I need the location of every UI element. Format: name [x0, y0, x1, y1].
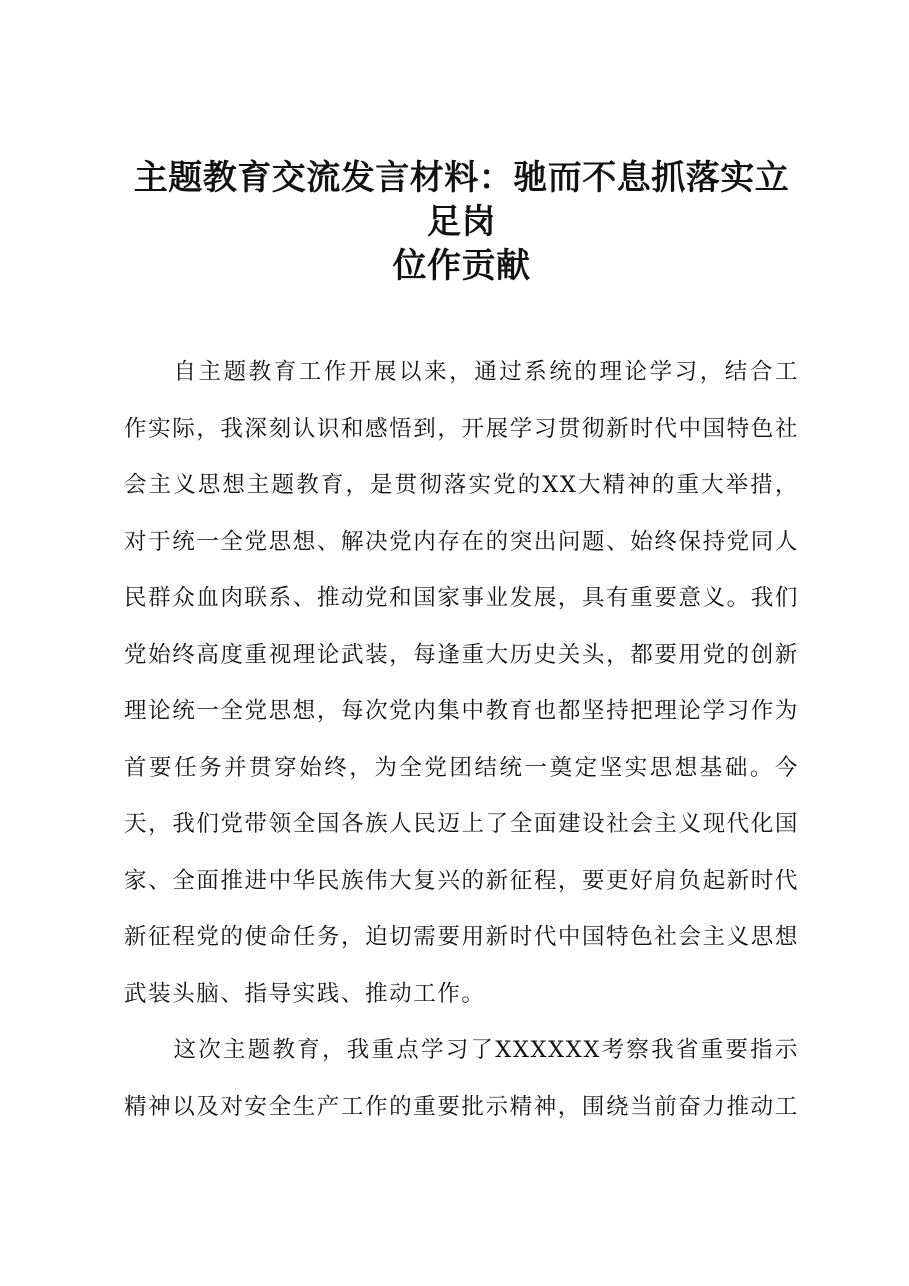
- document-title: [124, 156, 799, 288]
- document-title-line-1: 主题教育交流发言材料：驰而不息抓落实立足岗: [133, 158, 790, 242]
- document-title-line-2: 位作贡献: [392, 246, 531, 286]
- document-body: [124, 344, 799, 1135]
- body-paragraph-1: 自主题教育工作开展以来，通过系统的理论学习，结合工作实际，我深刻认识和感悟到，开展学习贯彻新时代中国特色社会主义思想主题教育，是贯彻落实党的XX大精神的重大举措，对于统一全党思想、解决党内存在的突出问题、始终保持党同人民群众血肉联系、推动党和国家事业发展，具有重要意义。我们党始终高度重视理论武装，每逢重大历史关头，都要用党的创新理论统一全党思想，每次党内集中教育也都坚持把理论学习作为首要任务并贯穿始终，为全党团结统一奠定坚实思想基础。今天，我们党带领全国各族人民迈上了全面建设社会主义现代化国家、全面推进中华民族伟大复兴的新征程，要更好肩负起新时代新征程党的使命任务，迫切需要用新时代中国特色社会主义思想武装头脑、指导实践、推动工作。: [124, 359, 799, 1007]
- body-paragraph-2: 这次主题教育，我重点学习了XXXXXX考察我省重要指示精神以及对安全生产工作的重要批示精神，围绕当前奋力推动工: [124, 1037, 799, 1120]
